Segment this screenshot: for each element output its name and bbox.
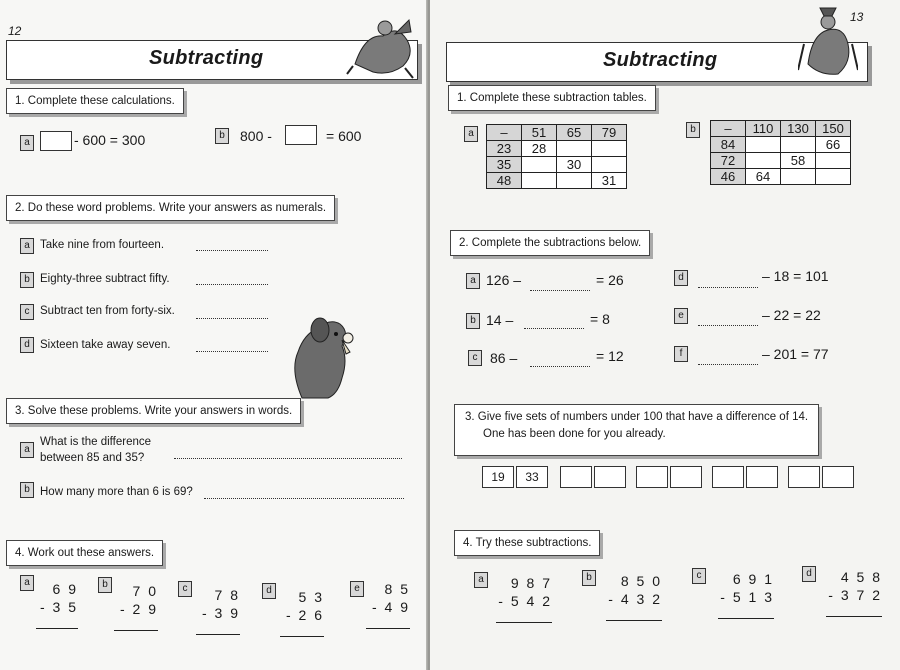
table-header-cell: 130 [781, 121, 816, 137]
q4e-answer-line[interactable] [366, 618, 410, 629]
pair-5-first-box[interactable] [788, 466, 820, 488]
page-number-right: 13 [850, 10, 864, 24]
q3-instruction-right [454, 404, 819, 456]
q4d-sum-right [826, 568, 882, 617]
q2a-label-right: a [466, 273, 480, 289]
q4a-sum [36, 580, 78, 629]
table-value-cell: 58 [781, 153, 816, 169]
table-answer-cell[interactable] [592, 141, 627, 157]
q2e-answer-line-right[interactable] [698, 325, 758, 326]
table-header-cell: – [711, 121, 746, 137]
q1a-answer-box[interactable] [40, 131, 72, 151]
table-header-cell: 48 [487, 173, 522, 189]
q4a-label: a [20, 575, 34, 591]
table-header-cell: 65 [557, 125, 592, 141]
pair-3-first-box[interactable] [636, 466, 668, 488]
number-pair-5 [788, 466, 854, 486]
table-answer-cell[interactable] [781, 137, 816, 153]
q2d-answer-line[interactable] [196, 351, 268, 352]
q2c-start: 86 – [490, 350, 518, 366]
q4a-bottom-right: - 5 4 2 [498, 593, 552, 609]
table-answer-cell[interactable] [557, 141, 592, 157]
q4e-bottom: - 4 9 [371, 599, 410, 615]
q2b-label-right: b [466, 313, 480, 329]
q2c-text: Subtract ten from forty-six. [40, 305, 175, 317]
q4c-top: 7 8 [214, 587, 240, 603]
table-header-cell: 35 [487, 157, 522, 173]
q4d-sum [280, 588, 324, 637]
q1b-answer-box[interactable] [285, 125, 317, 145]
q4d-bottom-right: - 3 7 2 [828, 587, 882, 603]
q4d-top-right: 4 5 8 [840, 569, 882, 585]
q4c-answer-line[interactable] [196, 624, 240, 635]
q3b-answer-line[interactable] [204, 498, 404, 499]
q4e-sum [366, 580, 410, 629]
table-answer-cell[interactable] [816, 153, 851, 169]
pair-2-second-box[interactable] [594, 466, 626, 488]
q4a-label-right: a [474, 572, 488, 588]
q4b-answer-line[interactable] [114, 620, 158, 631]
q2d-label: d [20, 337, 34, 353]
q4c-sum-right [718, 570, 774, 619]
q1a-equation: - 600 = 300 [74, 132, 146, 148]
q4e-top: 8 5 [384, 581, 410, 597]
table-answer-cell[interactable] [816, 169, 851, 185]
dog-with-ice-cream-illustration [284, 310, 356, 400]
q3-instruction-line2: One has been done for you already. [483, 428, 666, 440]
q2d-label-right: d [674, 270, 688, 286]
table-header-row [487, 125, 627, 141]
q2d-answer-line-right[interactable] [698, 287, 758, 288]
q4b-bottom: - 2 9 [119, 601, 158, 617]
pair-4-second-box[interactable] [746, 466, 778, 488]
q2f-end: – 201 = 77 [762, 346, 829, 362]
table-answer-cell[interactable] [781, 169, 816, 185]
q2-instruction-right: 2. Complete the subtractions below. [450, 230, 650, 256]
q2b-start: 14 – [486, 312, 514, 328]
q4c-top-right: 6 9 1 [732, 571, 774, 587]
page-title-right: Subtracting [603, 49, 718, 71]
q4d-label-right: d [802, 566, 816, 582]
q1b-label: b [215, 128, 229, 144]
table-answer-cell[interactable] [557, 173, 592, 189]
q4d-answer-line[interactable] [280, 626, 324, 637]
q4c-sum [196, 586, 240, 635]
table-answer-cell[interactable] [522, 157, 557, 173]
subtraction-table-a [486, 124, 627, 189]
table-value-cell: 66 [816, 137, 851, 153]
q2-instruction-left: 2. Do these word problems. Write your answers as numerals. [6, 195, 335, 221]
q4d-label: d [262, 583, 276, 599]
q2e-end: – 22 = 22 [762, 307, 821, 323]
q4a-answer-line-right[interactable] [496, 612, 552, 623]
q3-instruction-left: 3. Solve these problems. Write your answers in words. [6, 398, 301, 424]
q4c-bottom: - 3 9 [201, 605, 240, 621]
table-header-cell: 84 [711, 137, 746, 153]
pair-3-second-box[interactable] [670, 466, 702, 488]
table-value-cell: 30 [557, 157, 592, 173]
q4c-bottom-right: - 5 1 3 [720, 589, 774, 605]
q4d-top: 5 3 [298, 589, 324, 605]
pair-2-first-box[interactable] [560, 466, 592, 488]
q4c-label: c [178, 581, 192, 597]
q4d-bottom: - 2 6 [285, 607, 324, 623]
table-value-cell: 31 [592, 173, 627, 189]
table-answer-cell[interactable] [592, 157, 627, 173]
q4b-answer-line-right[interactable] [606, 610, 662, 621]
table-header-cell: 46 [711, 169, 746, 185]
q2b-end: = 8 [590, 311, 610, 327]
q2a-label: a [20, 238, 34, 254]
q4a-bottom: - 3 5 [39, 599, 78, 615]
left-page [0, 0, 428, 670]
subtraction-table-b [710, 120, 851, 185]
table-row [711, 153, 851, 169]
example-first-number: 19 [482, 466, 514, 488]
table-header-cell: 110 [746, 121, 781, 137]
table-value-cell: 28 [522, 141, 557, 157]
q4b-sum-right [606, 572, 662, 621]
q2f-label-right: f [674, 346, 688, 362]
q1a-label: a [20, 135, 34, 151]
q2a-end: = 26 [596, 272, 624, 288]
q2c-answer-line-right[interactable] [530, 366, 590, 367]
q2c-end: = 12 [596, 348, 624, 364]
q2b-text: Eighty-three subtract fifty. [40, 273, 170, 285]
q3a-text-line1: What is the difference [40, 436, 152, 448]
table-header-cell: 150 [816, 121, 851, 137]
table-answer-cell[interactable] [746, 137, 781, 153]
q1b-equation-start: 800 - [240, 128, 272, 144]
q4-instruction-right: 4. Try these subtractions. [454, 530, 600, 556]
table-value-cell: 64 [746, 169, 781, 185]
table-row [711, 169, 851, 185]
q3b-text: How many more than 6 is 69? [40, 486, 193, 498]
table-header-cell: 72 [711, 153, 746, 169]
q4b-top: 7 0 [132, 583, 158, 599]
q4a-answer-line[interactable] [36, 618, 78, 629]
table-answer-cell[interactable] [522, 173, 557, 189]
q2a-answer-line-right[interactable] [530, 290, 590, 291]
q2d-text: Sixteen take away seven. [40, 339, 171, 351]
q2a-text: Take nine from fourteen. [40, 239, 165, 251]
q4b-label: b [98, 577, 112, 593]
q2c-answer-line[interactable] [196, 318, 268, 319]
q4-instruction-left: 4. Work out these answers. [6, 540, 163, 566]
q3-instruction-line1: 3. Give five sets of numbers under 100 that have a difference of 14. [465, 411, 809, 423]
table-row [487, 141, 627, 157]
q4d-answer-line-right[interactable] [826, 606, 882, 617]
q2e-label-right: e [674, 308, 688, 324]
number-pair-2 [560, 466, 626, 486]
q4b-sum [114, 582, 158, 631]
q4a-sum-right [496, 574, 552, 623]
q4a-top: 6 9 [52, 581, 78, 597]
q2a-answer-line[interactable] [196, 250, 268, 251]
table-header-row [711, 121, 851, 137]
q2f-answer-line-right[interactable] [698, 364, 758, 365]
q1a-table-label: a [464, 126, 478, 142]
table-row [711, 137, 851, 153]
q2b-answer-line[interactable] [196, 284, 268, 285]
dragon-rider-illustration [798, 4, 858, 78]
page-number-left: 12 [8, 24, 22, 38]
table-header-cell: 51 [522, 125, 557, 141]
q4b-label-right: b [582, 570, 596, 586]
q2c-label: c [20, 304, 34, 320]
dragon-rider-illustration [345, 14, 417, 84]
q3a-answer-line[interactable] [174, 458, 402, 459]
q4a-top-right: 9 8 7 [510, 575, 552, 591]
q4c-label-right: c [692, 568, 706, 584]
q2a-start: 126 – [486, 272, 522, 288]
q1-instruction-right: 1. Complete these subtraction tables. [448, 85, 656, 111]
number-pair-example [482, 466, 548, 486]
table-row [487, 173, 627, 189]
q2d-end: – 18 = 101 [762, 268, 829, 284]
table-row [487, 157, 627, 173]
q4b-top-right: 8 5 0 [620, 573, 662, 589]
q4b-bottom-right: - 4 3 2 [608, 591, 662, 607]
q1b-table-label: b [686, 122, 700, 138]
table-header-cell: 23 [487, 141, 522, 157]
q4c-answer-line-right[interactable] [718, 608, 774, 619]
q3a-label: a [20, 442, 34, 458]
pair-5-second-box[interactable] [822, 466, 854, 488]
q2b-answer-line-right-rule[interactable] [524, 328, 584, 329]
q4e-label: e [350, 581, 364, 597]
number-pair-3 [636, 466, 702, 486]
number-pair-4 [712, 466, 778, 486]
q3a-text-line2: between 85 and 35? [40, 452, 145, 464]
q1-instruction-left: 1. Complete these calculations. [6, 88, 184, 114]
q2c-label-right: c [468, 350, 482, 366]
q3b-label: b [20, 482, 34, 498]
page-title-left: Subtracting [149, 47, 264, 69]
table-answer-cell[interactable] [746, 153, 781, 169]
pair-4-first-box[interactable] [712, 466, 744, 488]
right-page [430, 0, 900, 670]
table-header-cell: – [487, 125, 522, 141]
table-header-cell: 79 [592, 125, 627, 141]
q1b-equation-end: = 600 [326, 128, 362, 144]
q2b-label: b [20, 272, 34, 288]
example-second-number: 33 [516, 466, 548, 488]
